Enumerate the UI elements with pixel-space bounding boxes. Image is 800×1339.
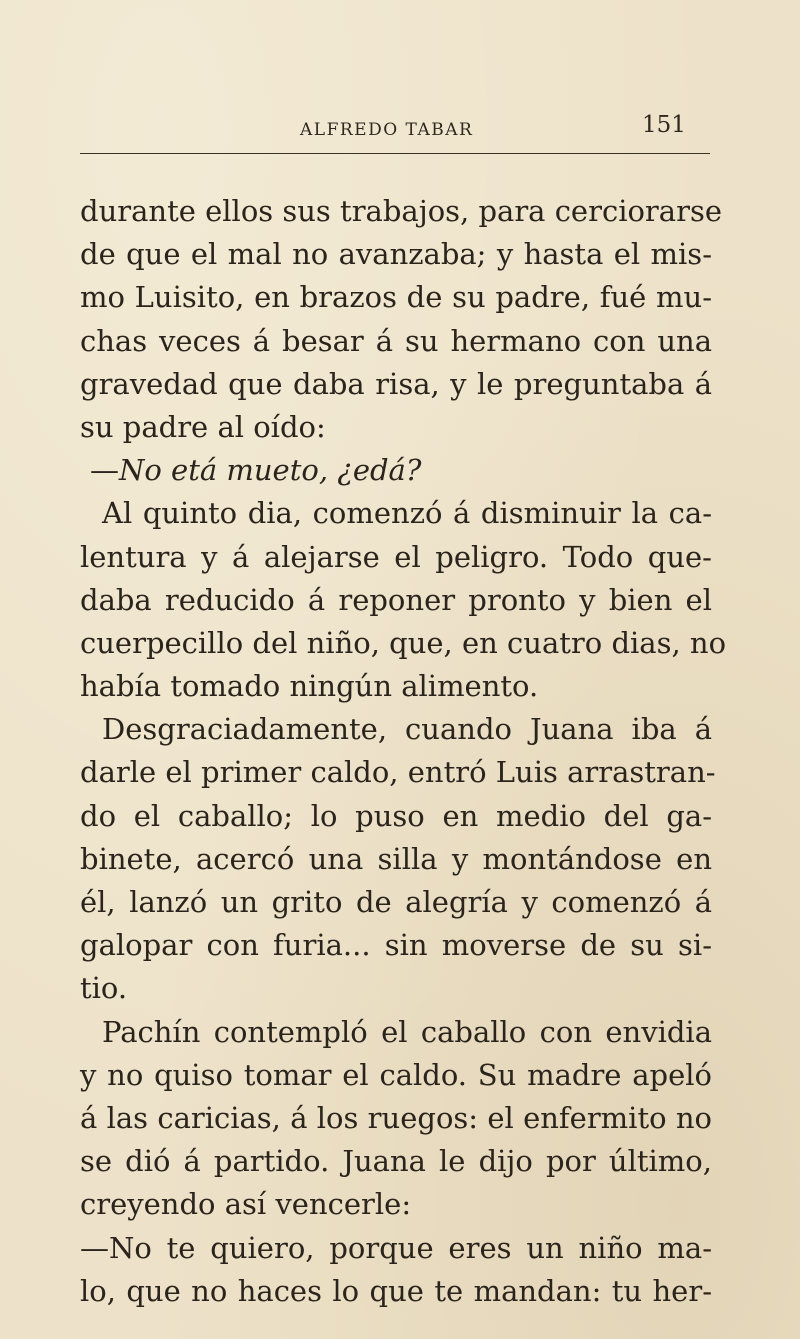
text-line: de que el mal no avanzaba; y hasta el mis- — [80, 237, 712, 272]
text-line: —No te quiero, porque eres un niño ma- — [80, 1230, 712, 1265]
text-line: había tomado ningún alimento. — [80, 669, 539, 704]
text-line: y no quiso tomar el caldo. Su madre apeló — [80, 1057, 712, 1092]
body-text — [80, 190, 727, 1313]
text-line: creyendo así vencerle: — [80, 1187, 412, 1222]
text-line: lentura y á alejarse el peligro. Todo que- — [80, 539, 712, 574]
text-line: Pachín contempló el caballo con envidia — [102, 1014, 712, 1049]
text-line: daba reducido á reponer pronto y bien el — [80, 582, 712, 617]
text-line: darle el primer caldo, entró Luis arrastran- — [80, 755, 716, 790]
text-line: Al quinto dia, comenzó á disminuir la ca- — [102, 496, 712, 531]
text-line: gravedad que daba risa, y le preguntaba á — [80, 366, 712, 401]
text-line: cuerpecillo del niño, que, en cuatro dias, no — [80, 625, 727, 660]
text-line: mo Luisito, en brazos de su padre, fué mu- — [80, 280, 712, 315]
dialogue-line — [80, 449, 712, 492]
running-title: ALFREDO TABAR — [300, 120, 474, 140]
dialogue-dash: — — [90, 453, 119, 488]
text-line: do el caballo; lo puso en medio del ga- — [80, 798, 712, 833]
text-line: binete, acercó una silla y montándose en — [80, 841, 712, 876]
text-line: galopar con furia... sin moverse de su si- — [80, 928, 712, 963]
text-line: se dió á partido. Juana le dijo por último, — [80, 1144, 712, 1179]
text-line: á las caricias, á los ruegos: el enfermito no — [80, 1100, 712, 1135]
page-number: 151 — [642, 112, 686, 138]
italic-dialogue: No etá mueto, ¿edá? — [119, 453, 422, 488]
running-head — [80, 112, 710, 158]
text-line: Desgraciadamente, cuando Juana iba á — [102, 712, 712, 747]
text-line: su padre al oído: — [80, 409, 326, 444]
text-line: él, lanzó un grito de alegría y comenzó á — [80, 885, 712, 919]
text-line: lo, que no haces lo que te mandan: tu her- — [80, 1273, 712, 1308]
text-line: chas veces á besar á su hermano con una — [80, 323, 712, 358]
text-line: tio. — [80, 971, 128, 1006]
text-line: durante ellos sus trabajos, para cerciorarse — [80, 194, 722, 228]
header-rule — [80, 153, 710, 154]
